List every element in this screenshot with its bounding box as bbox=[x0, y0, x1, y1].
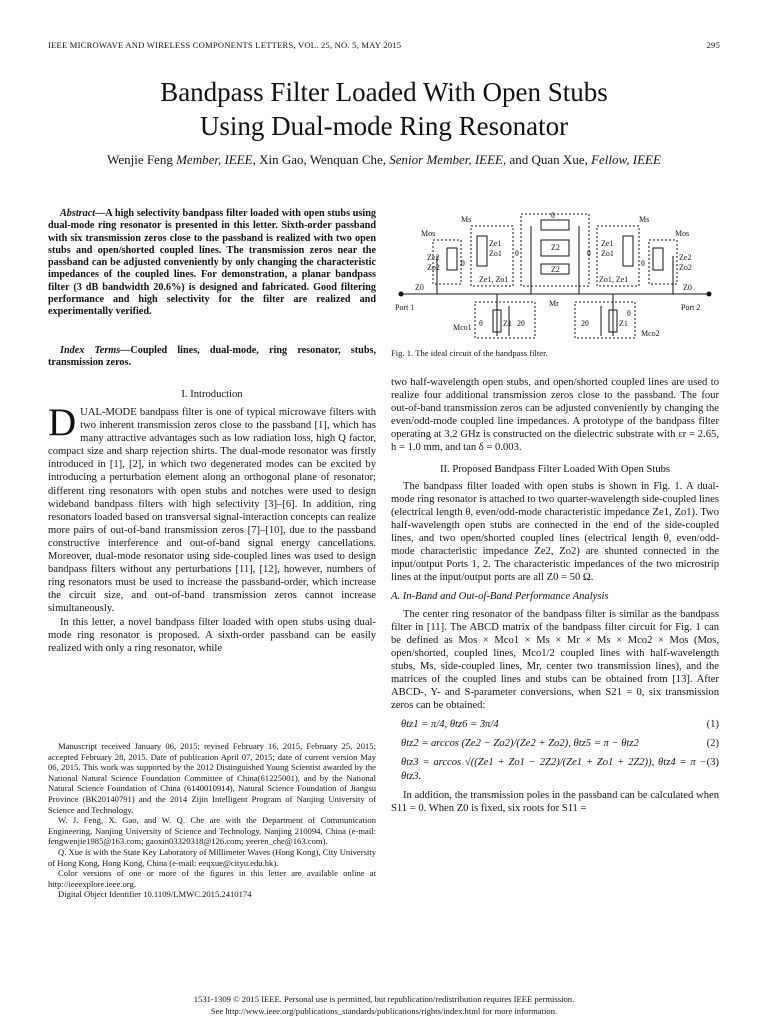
col2-paragraph-3: The center ring resonator of the bandpass filter is similar as the bandpass filter in [11]. The ABCD matrix of the bandpass filter circuit for Fig. 1 can be defined as Mos × Mco1 × Ms × Mr × Ms × Mco2 × Mos (Mos, open/shorted, coupled lines, Mco1/2 coupled lines with half-wavelength stubs, Ms, side-coupled lines, Mr, center two transmission lines), and the matrices of the coupled lines and stubs can be obtained from [13]. After ABCD-, Y- and S-parameter conversions, when S21 = 0, six transmission zeros can be obtained: bbox=[391, 608, 719, 712]
col2-paragraph-4: In addition, the transmission poles in the passband can be calculated when S11 = 0. When Z0 is fixed, six roots for S11 = bbox=[391, 789, 719, 814]
footer-line-2: See http://www.ieee.org/publications_standards/publications/rights/index.html for more information. bbox=[210, 1006, 558, 1016]
author-name: Wenjie Feng bbox=[107, 152, 173, 167]
label-zo1-right: Zo1 bbox=[601, 249, 614, 258]
label-ze1-right: Ze1 bbox=[601, 239, 614, 248]
index-terms-text: Coupled lines, dual-mode, ring resonator, stubs, transmission zeros. bbox=[48, 345, 376, 369]
label-z1-left: Z1 bbox=[503, 319, 512, 328]
figure-caption: Fig. 1. The ideal circuit of the bandpass filter. bbox=[391, 348, 548, 358]
label-zo1-left: Zo1 bbox=[489, 249, 502, 258]
label-ze1zo1-left: Ze1, Zo1 bbox=[479, 275, 509, 284]
subsection-heading-analysis: A. In-Band and Out-of-Band Performance Analysis bbox=[391, 591, 609, 603]
label-theta-stub-left: θ bbox=[479, 319, 483, 328]
col2-paragraph-1: two half-wavelength open stubs, and open/shorted coupled lines are used to realize four additional transmission zeros close to the passband. The four out-of-band transmission zeros can be adjusted conveniently by changing the even/odd-mode coupled line impedances. A prototype of the bandpass filter operating at 3.2 GHz is constructed on the dielectric substrate with εr = 2.65, h = 1.0 mm, and tan δ = 0.003. bbox=[391, 377, 719, 454]
footnote-affiliation-1: W. J. Feng, X. Gao, and W. Q. Che are with the Department of Communication Engineering, Nanjing University of Science and Technology, Nanjing 210094, China (e-mail: fengwenjie1985@163.com; gaoxin03320318@126.com; yeeren_che@163.com). bbox=[48, 815, 376, 847]
label-port-2: Port 2 bbox=[681, 303, 701, 312]
index-terms-label: Index Terms— bbox=[60, 345, 131, 356]
label-mos-right: Mos bbox=[675, 229, 690, 238]
label-zo1ze1-right: Zo1, Ze1 bbox=[599, 275, 629, 284]
equation-3: θtz3 = arccos √((Ze1 + Zo1 − 2Z2)/(Ze1 + Zo1 + 2Z2)), θtz4 = π − θtz3. (3) bbox=[401, 757, 719, 782]
title-line-2: Using Dual-mode Ring Resonator bbox=[199, 111, 569, 141]
label-ms-right: Ms bbox=[639, 215, 650, 224]
abstract bbox=[48, 208, 376, 319]
label-z0-left: Z0 bbox=[415, 283, 424, 292]
author-name: Xin Gao bbox=[259, 152, 304, 167]
label-theta-os-right: θ bbox=[641, 259, 645, 268]
abstract-text: A high selectivity bandpass filter loaded with open stubs using dual-mode ring resonator is presented in this letter. Sixth-order passband with six transmission zeros close to the passband is realized with two open stubs and open/shorted coupled lines. The transmission zeros near the passband can be adjusted conveniently by only changing the characteristic impedances of the coupled lines. For demonstration, a planar bandpass filter (3 dB bandwidth 20.6%) is designed and fabricated. Good filtering performance and high selectivity for the filter are realized and experimentally verified. bbox=[48, 208, 376, 318]
intro-paragraph-2: In this letter, a novel bandpass filter loaded with open stubs using dual-mode ring resonator is proposed. A sixth-order passband can be easily realized with only a ring resonator, while bbox=[48, 616, 376, 654]
running-header bbox=[48, 40, 720, 50]
page-number: 295 bbox=[706, 40, 720, 50]
label-z1-right: Z1 bbox=[619, 319, 628, 328]
section-heading-introduction: I. Introduction bbox=[181, 389, 243, 400]
author-role: Senior Member, IEEE bbox=[389, 152, 503, 167]
title-line-1: Bandpass Filter Loaded With Open Stubs bbox=[160, 77, 608, 107]
equation-2: θtz2 = arccos (Ze2 − Zo2)/(Ze2 + Zo2), θtz5 = π − θtz2 (2) bbox=[401, 738, 719, 750]
author-role: Fellow, IEEE bbox=[591, 152, 661, 167]
label-zo2-right: Zo2 bbox=[679, 263, 692, 272]
index-terms bbox=[48, 345, 376, 370]
label-zo2-left: Zo2 bbox=[427, 263, 440, 272]
label-theta-ring-left: θ bbox=[515, 249, 519, 258]
label-z2-bottom: Z2 bbox=[551, 265, 560, 274]
footnote-manuscript: Manuscript received January 06, 2015; revised February 16, 2015, February 25, 2015; accepted February 28, 2015. Date of publication April 07, 2015; date of current version May 06, 2015. This work was supported by the 2012 Distinguished Young Scientist awarded by the National Natural Science Foundation Committee of China(61225001), and by the National Natural Science Foundation of China (6140010914), Natural Science Foundation of Jiangsu Province (BK20140791) and the 2014 Zijin Intelligent Program of Nanjing University of Science and Technology. bbox=[48, 741, 376, 815]
label-ze2-right: Ze2 bbox=[679, 253, 692, 262]
label-port-1: Port 1 bbox=[395, 303, 415, 312]
equation-1: θtz1 = π/4, θtz6 = 3π/4 (1) bbox=[401, 719, 719, 731]
footnote-affiliation-2: Q. Xue is with the State Key Laboratory of Millimeter Waves (Hong Kong), City University of Hong Kong, Hong Kong, China (e-mail: eeqxue@cityu.edu.hk). bbox=[48, 846, 376, 868]
figure-circuit-diagram bbox=[391, 206, 719, 346]
footnote-doi: Digital Object Identifier 10.1109/LMWC.2015.2410174 bbox=[58, 889, 252, 900]
author-name: and Quan Xue bbox=[509, 152, 585, 167]
label-2theta-left: 2θ bbox=[517, 319, 525, 328]
abstract-label: Abstract— bbox=[60, 208, 106, 219]
label-ze1-left: Ze1 bbox=[489, 239, 502, 248]
right-column-body bbox=[391, 376, 719, 815]
author-name: Wenquan Che bbox=[309, 152, 383, 167]
paper-title bbox=[0, 75, 768, 143]
label-theta-os-left: θ bbox=[461, 259, 465, 268]
section-heading-proposed: II. Proposed Bandpass Filter Loaded With Open Stubs bbox=[439, 463, 671, 475]
label-ze2-left: Ze2 bbox=[427, 253, 440, 262]
label-mr: Mr bbox=[549, 299, 559, 308]
footer-line-1: 1531-1309 © 2015 IEEE. Personal use is permitted, but republication/redistribution requires IEEE permission. bbox=[193, 994, 575, 1004]
drop-cap: D bbox=[48, 401, 77, 444]
footnotes bbox=[48, 741, 376, 900]
label-z0-right: Z0 bbox=[683, 283, 692, 292]
introduction-body bbox=[48, 401, 376, 655]
label-mco1: Mco1 bbox=[453, 323, 472, 332]
label-z2-top: Z2 bbox=[551, 243, 560, 252]
label-2theta-right: 2θ bbox=[581, 319, 589, 328]
intro-paragraph-1: UAL-MODE bandpass filter is one of typical microwave filters with two inherent transmission zeros close to the passband [1], which has many attractive advantages such as low radiation loss, high Q factor, compact size and sharp rejection shirts. The dual-mode resonator was firstly introduced in [1], [2], in which two degenerated modes can be excited by introducing a perturbation element along an orthogonal plane of resonator; different ring resonators with open stubs and notches were used to design wideband bandpass filters with high selectivity [3]–[6]. In addition, ring resonators loaded based on transversal signal-interaction concepts can realize more pairs of out-of-band transmission zeros [7]–[10], due to the passband constructive interference and out-of-band signal energy cancellations. Moreover, dual-mode resonator using side-coupled lines was used to design bandpass filters without any perturbations [11], [12], however, numbers of ring resonators must be used to increase the passband-order, which increase the circuit size, and out-of-band transmission zeros cannot increase simultaneously. bbox=[48, 407, 376, 615]
footnote-color: Color versions of one or more of the figures in this letter are available online at http://ieeexplore.ieee.org. bbox=[48, 868, 376, 889]
label-theta-ring-right: θ bbox=[587, 249, 591, 258]
label-mos-left: Mos bbox=[421, 229, 436, 238]
label-theta-stub-right: θ bbox=[627, 309, 631, 318]
label-mco2: Mco2 bbox=[641, 329, 660, 338]
journal-name: IEEE MICROWAVE AND WIRELESS COMPONENTS LETTERS, VOL. 25, NO. 5, MAY 2015 bbox=[48, 40, 402, 50]
label-ms-left: Ms bbox=[461, 215, 472, 224]
author-role: Member, IEEE bbox=[176, 152, 253, 167]
author-list: Wenjie Feng Member, IEEE, Xin Gao, Wenquan Che, Senior Member, IEEE, and Quan Xue, Fellow, IEEE bbox=[107, 152, 661, 167]
col2-paragraph-2: The bandpass filter loaded with open stubs is shown in Fig. 1. A dual-mode ring resonator is attached to two quarter-wavelength side-coupled lines (electrical length θ, even/odd-mode characteristic impedance Ze1, Zo1). Two half-wavelength open stubs are connected in the end of the side-coupled lines, and two open/shorted coupled lines (electrical length θ, even/odd-mode characteristic impedance Ze2, Zo2) are shunted connected in the input/output Ports 1, 2. The characteristic impedances of the two microstrip lines at the input/output ports are all Z0 = 50 Ω. bbox=[391, 480, 719, 584]
label-theta-top: θ bbox=[551, 211, 555, 220]
copyright-footer bbox=[0, 993, 768, 1017]
